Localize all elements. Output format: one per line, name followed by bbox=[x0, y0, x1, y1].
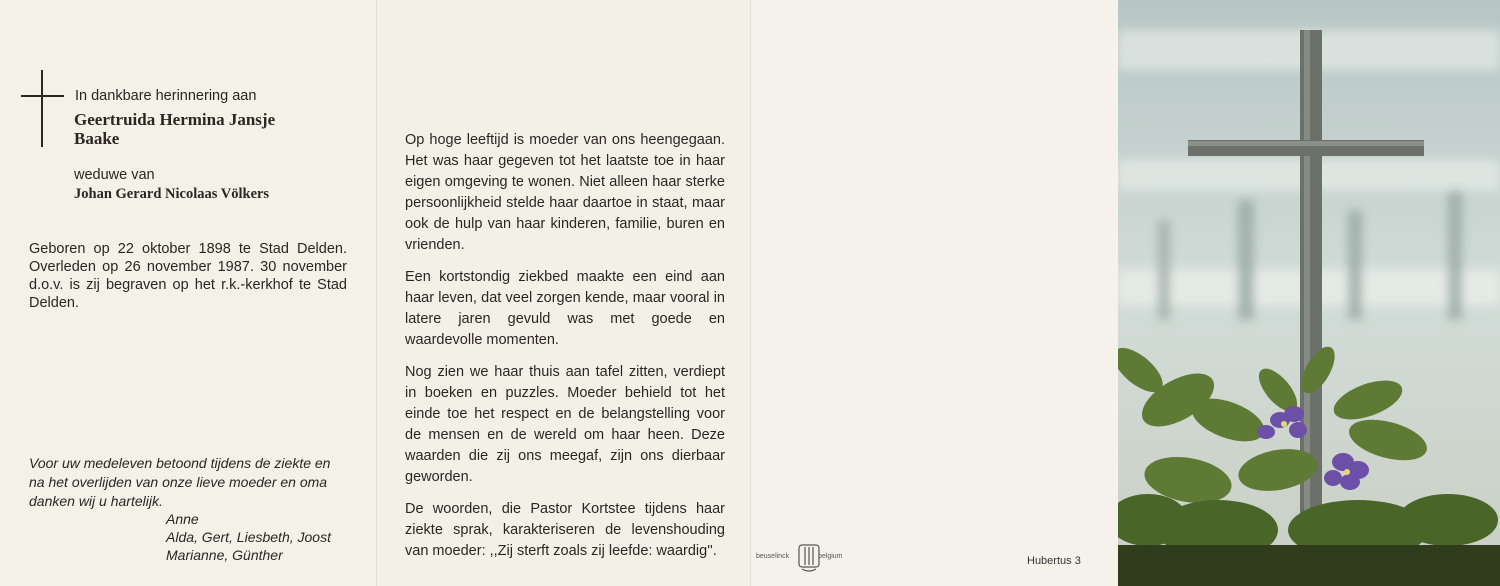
photo-cross-violets bbox=[1118, 0, 1500, 586]
widow-label: weduwe van bbox=[74, 167, 155, 183]
biography-text: Geboren op 22 oktober 1898 te Stad Delden. Overleden op 26 november 1987. 30 november d.o.v. is zij begraven op het r.k.-kerkhof te Stad Delden. bbox=[29, 241, 347, 311]
paragraph: Nog zien we haar thuis aan tafel zitten, verdiept in boeken en puzzles. Moeder behield tot het einde toe het respect en de belangstelling voor de mensen en de wereld om haar heen. Deze waarden die zij ons meegaf, zijn ons dierbaar geworden. bbox=[405, 364, 725, 485]
family-signature bbox=[166, 510, 331, 564]
logo-left-text: beuselinck bbox=[756, 553, 790, 560]
card-model: Hubertus 3 bbox=[1027, 555, 1081, 567]
paragraph: De woorden, die Pastor Kortstee tijdens haar ziekte sprak, karakteriseren de levenshouding van moeder: ,,Zij sterft zoals zij leefde: waardig''. bbox=[405, 501, 725, 559]
thanks-text: Voor uw medeleven betoond tijdens de ziekte en na het overlijden van onze lieve moeder en oma danken wij u hartelijk. bbox=[29, 455, 331, 509]
intro-text: In dankbare herinnering aan bbox=[75, 88, 257, 104]
family-line: Alda, Gert, Liesbeth, Joost bbox=[166, 529, 331, 545]
deceased-name-line1: Geertruida Hermina Jansje bbox=[74, 110, 276, 129]
front-panel bbox=[0, 0, 376, 586]
printer-logo bbox=[756, 543, 846, 573]
husband-name: Johan Gerard Nicolaas Völkers bbox=[74, 186, 270, 202]
blank-panel bbox=[750, 0, 1119, 586]
cross-photo-icon bbox=[1118, 0, 1500, 586]
family-line: Anne bbox=[166, 511, 199, 527]
logo-right-text: belgium bbox=[818, 553, 843, 560]
paragraph: Op hoge leeftijd is moeder van ons heengegaan. Het was haar gegeven tot het laatste toe in haar eigen omgeving te wonen. Niet alleen haar sterke persoonlijkheid stelde haar daartoe in staat, maar ook de hulp van haar kinderen, familie, buren en vrienden. bbox=[405, 132, 725, 253]
paragraph: Een kortstondig ziekbed maakte een eind aan haar leven, dat veel zorgen kende, maar vooral in latere jaren gevuld was met goede en waardevolle momenten. bbox=[405, 269, 725, 348]
memorial-text bbox=[405, 130, 725, 573]
family-line: Marianne, Günther bbox=[166, 547, 283, 563]
deceased-name-line2: Baake bbox=[74, 129, 120, 148]
